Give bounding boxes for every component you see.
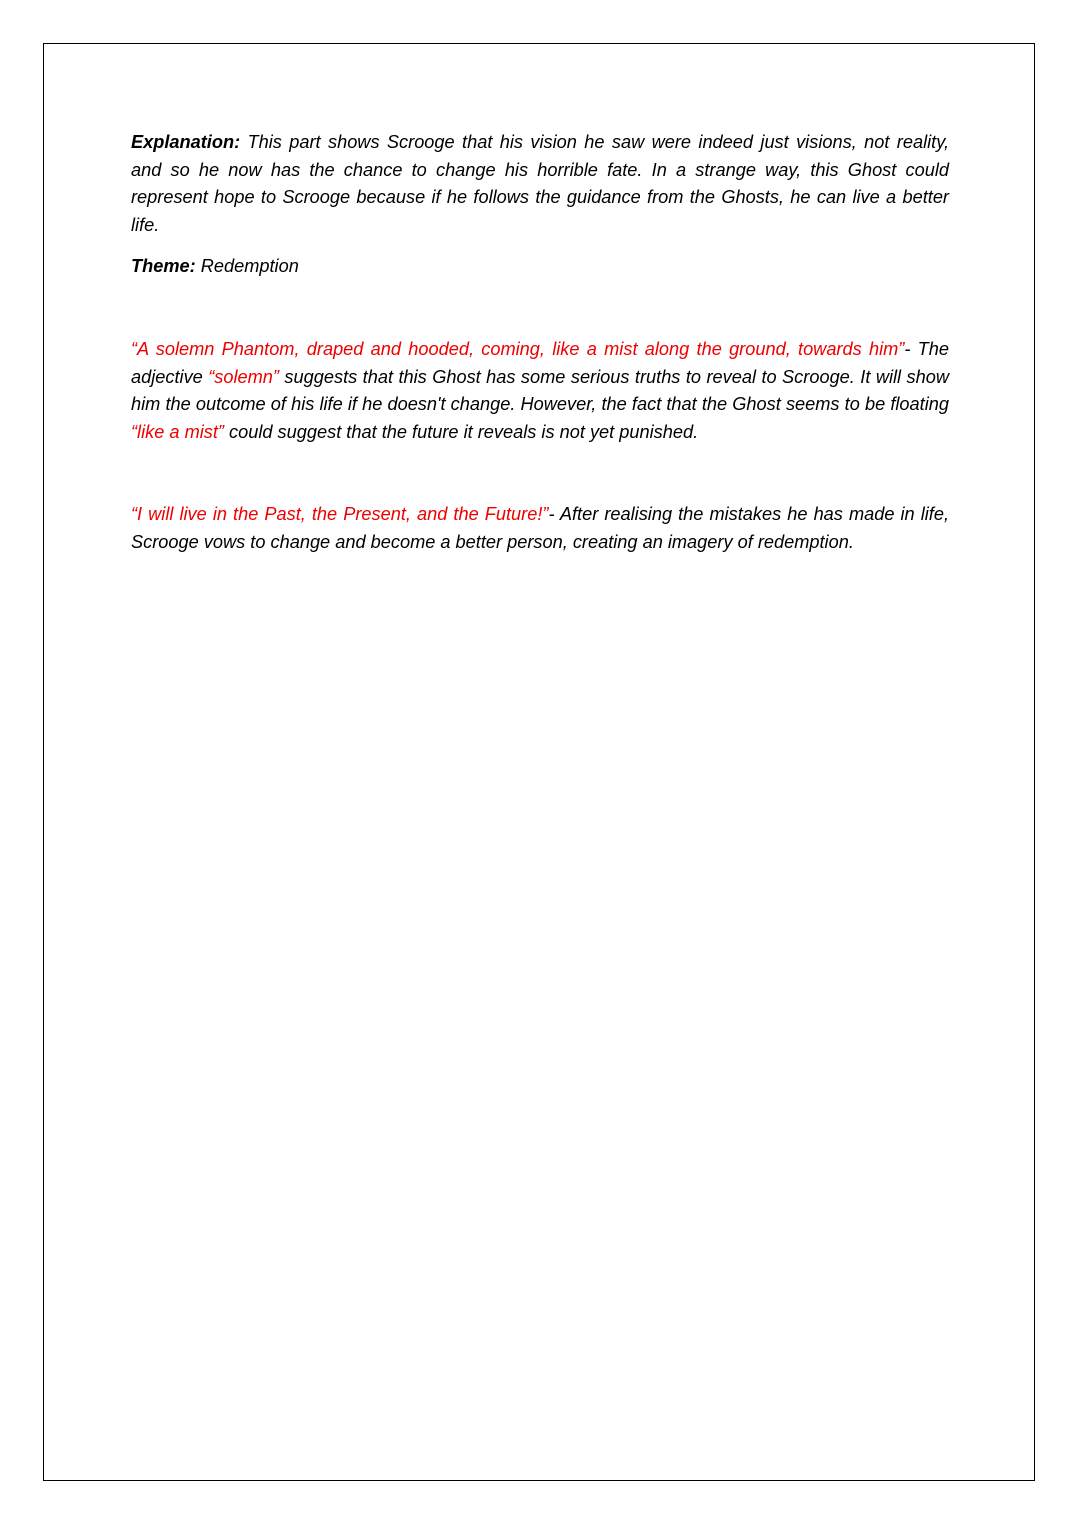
theme-paragraph [131,253,949,281]
document-body [131,129,949,557]
analysis-2-text: - After realising the mistakes he has made in life, Scrooge vows to change and become a better person, creating an imagery of redemption. [131,504,950,552]
quote-analysis-paragraph-1 [131,336,949,446]
theme-text: Redemption [195,256,299,277]
theme-label: Theme: [131,256,196,277]
quote-2: “I will live in the Past, the Present, and the Future!” [131,504,549,525]
quote-1-highlight-a: “solemn” [208,366,279,387]
quote-analysis-paragraph-2 [131,501,949,556]
quote-1-highlight-b: “like a mist” [131,421,224,442]
analysis-1-part-c: could suggest that the future it reveals is not yet punished. [223,421,699,442]
explanation-text: This part shows Scrooge that his vision he saw were indeed just visions, not reality, and so he now has the chance to change his horrible fate. In a strange way, this Ghost could represent hope to Scrooge because if he follows the guidance from the Ghosts, he can live a better life. [131,132,949,235]
quote-1: “A solemn Phantom, draped and hooded, coming, like a mist along the ground, towards him” [131,338,905,359]
explanation-paragraph [131,129,949,239]
analysis-1-part-b: suggests that this Ghost has some serious truths to reveal to Scrooge. It will show him the outcome of his life if he doesn't change. However, the fact that the Ghost seems to be floating [131,366,949,415]
analysis-1-part-a: - The adjective [131,338,949,387]
explanation-label: Explanation: [131,132,241,152]
